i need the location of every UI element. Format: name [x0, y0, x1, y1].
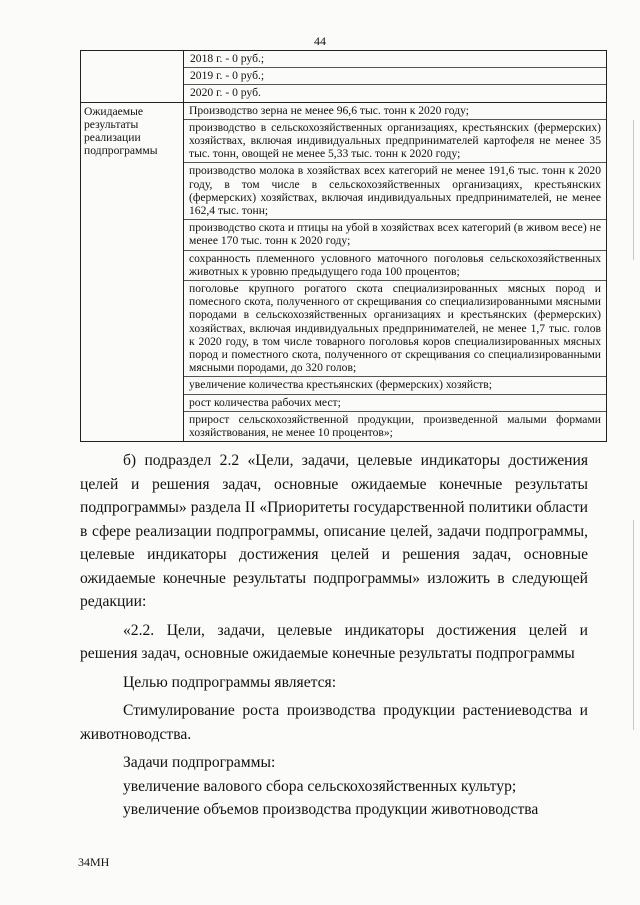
- result-item: производство скота и птицы на убой в хозяйствах всех категорий (в живом весе) не менее 170 тыс. тонн к 2020 году;: [184, 219, 606, 249]
- body-text: [80, 449, 588, 822]
- result-item: производство молока в хозяйствах всех категорий не менее 191,6 тыс. тонн к 2020 году, в том числе в сельскохозяйственных организациях, крестьянских (фермерских) хозяйствах, включая индивидуальных предпринимателей, не менее 162,4 тыс. тонн;: [184, 162, 606, 219]
- financing-year-item: 2019 г. - 0 руб.;: [184, 67, 606, 84]
- financing-label-cell: [81, 51, 184, 103]
- expected-results-row: [81, 102, 607, 442]
- result-item: Производство зерна не менее 96,6 тыс. тонн к 2020 году;: [189, 103, 470, 117]
- scan-edge-mark: [633, 120, 634, 260]
- result-item: поголовье крупного рогатого скота специализированных мясных пород и помесного скота, полученного от скрещивания со специализированными мясными породами в сельскохозяйственных организациях и крестьянских (фермерских) хозяйствах, включая индивидуальных предпринимателей, не менее 1,7 тыс. голов к 2020 году, в том числе товарного поголовья коров специализированных мясных пород и поместного скота, полученного от скрещивания со специализированными мясными породами, до 320 голов;: [184, 280, 606, 376]
- goal-intro: Целью подпрограммы является:: [123, 673, 337, 691]
- financing-year-item: 2020 г. - 0 руб.: [184, 84, 606, 101]
- scan-edge-mark: [633, 520, 634, 730]
- tasks-intro: Задачи подпрограммы:: [123, 754, 276, 771]
- goal-text: Стимулирование роста производства продукции растениеводства и животноводства.: [80, 702, 588, 743]
- result-item: рост количества рабочих мест;: [184, 394, 606, 411]
- expected-results-cell: [184, 102, 607, 442]
- result-item: прирост сельскохозяйственной продукции, произведенной малыми формами хозяйствования, не менее 10 процентов»;: [184, 411, 606, 441]
- result-item: сохранность племенного условного маточного поголовья сельскохозяйственных животных к уровню предыдущего года 100 процентов;: [184, 250, 606, 280]
- amendment-paragraph: б) подраздел 2.2 «Цели, задачи, целевые индикаторы достижения целей и решения задач, основные ожидаемые конечные результаты подпрограммы» раздела II «Приоритеты государственной политики области в сфере реализации подпрограммы, описание целей, задачи подпрограммы, целевые индикаторы достижения целей и решения задач, основные ожидаемые конечные результаты подпрограммы» изложить в следующей редакции:: [80, 452, 588, 610]
- task-item: увеличение объемов производства продукции животноводства: [123, 801, 539, 818]
- financing-values-cell: [184, 51, 607, 103]
- expected-results-label: Ожидаемые результаты реализации подпрограммы: [81, 102, 184, 442]
- section-heading: «2.2. Цели, задачи, целевые индикаторы достижения целей и решения задач, основные ожидаемые конечные результаты подпрограммы: [80, 621, 588, 662]
- result-item: производство в сельскохозяйственных организациях, крестьянских (фермерских) хозяйствах, включая индивидуальных предпринимателей картофеля не менее 35 тыс. тонн, овощей не менее 5,33 тыс. тонн к 2020 году;: [184, 119, 606, 163]
- financing-row: [81, 51, 607, 103]
- result-item: увеличение количества крестьянских (фермерских) хозяйств;: [184, 376, 606, 393]
- footer-code: 34МН: [78, 855, 110, 869]
- page-number: 44: [314, 34, 326, 48]
- financing-year-item: 2018 г. - 0 руб.;: [190, 52, 265, 65]
- task-item: увеличение валового сбора сельскохозяйственных культур;: [123, 777, 517, 795]
- subprogram-passport-table: [80, 50, 607, 442]
